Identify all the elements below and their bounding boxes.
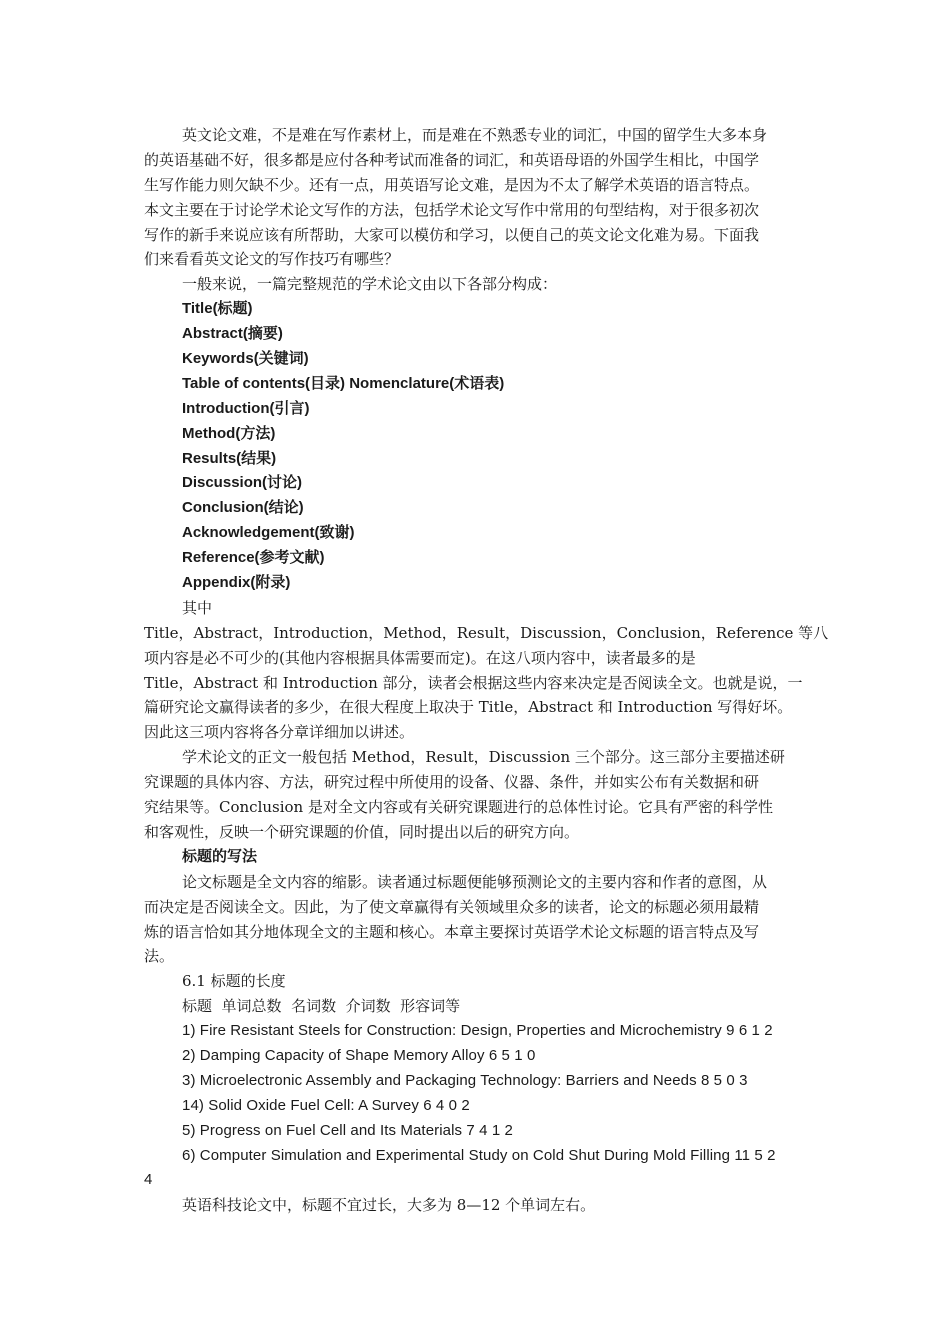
section-item: Acknowledgement(致谢) — [182, 524, 355, 542]
paragraph-line: 因此这三项内容将各分章详细加以讲述。 — [144, 723, 415, 742]
structure-intro: 一般来说，一篇完整规范的学术论文由以下各部分构成： — [182, 275, 558, 294]
paragraph-line: 们来看看英文论文的写作技巧有哪些？ — [144, 250, 400, 269]
paragraph-line: 和客观性，反映一个研究课题的价值，同时提出以后的研究方向。 — [144, 822, 580, 841]
paragraph-line: 写作的新手来说应该有所帮助，大家可以模仿和学习，以便自己的英文论文化难为易。下面我 — [144, 225, 760, 244]
example-item: 5) Progress on Fuel Cell and Its Materials 7 4 1 2 — [182, 1121, 513, 1139]
section-item: Introduction(引言) — [182, 399, 310, 417]
table-header: 标题 单词总数 名词数 介词数 形容词等 — [182, 997, 461, 1016]
paragraph-line: 而决定是否阅读全文。因此，为了使文章赢得有关领域里众多的读者，论文的标题必须用最精 — [144, 897, 760, 916]
section-item: Appendix(附录) — [182, 574, 291, 592]
document-body — [144, 123, 829, 1218]
paragraph-line: 究结果等。Conclusion 是对全文内容或有关研究课题进行的总体性讨论。它具有严密的科学性 — [144, 798, 773, 817]
paragraph-line: 项内容是必不可少的(其他内容根据具体需要而定)。在这八项内容中，读者最多的是 — [144, 648, 696, 667]
paragraph-line: 的英语基础不好，很多都是应付各种考试而准备的词汇，和英语母语的外国学生相比，中国学 — [144, 150, 760, 169]
section-item: Table of contents(目录) Nomenclature(术语表) — [182, 374, 505, 392]
section-item: Conclusion(结论) — [182, 499, 304, 517]
section-item: Abstract(摘要) — [182, 325, 283, 343]
paragraph-line: 本文主要在于讨论学术论文写作的方法，包括学术论文写作中常用的句型结构，对于很多初次 — [144, 200, 760, 219]
sub-heading: 6.1 标题的长度 — [182, 972, 286, 991]
paragraph-line: Title，Abstract 和 Introduction 部分，读者会根据这些内容来决定是否阅读全文。也就是说，一 — [144, 673, 803, 692]
example-item: 14) Solid Oxide Fuel Cell: A Survey 6 4 0 2 — [182, 1096, 470, 1114]
example-item: 2) Damping Capacity of Shape Memory Alloy 6 5 1 0 — [182, 1046, 536, 1064]
example-item: 3) Microelectronic Assembly and Packaging Technology: Barriers and Needs 8 5 0 3 — [182, 1071, 748, 1089]
paragraph-line: 炼的语言恰如其分地体现全文的主题和核心。本章主要探讨英语学术论文标题的语言特点及写 — [144, 922, 760, 941]
section-item: Keywords(关键词) — [182, 350, 309, 368]
example-item: 6) Computer Simulation and Experimental Study on Cold Shut During Mold Filling 11 5 2 — [182, 1146, 776, 1164]
section-item: Results(结果) — [182, 449, 277, 467]
example-wrap: 4 — [144, 1171, 153, 1189]
closing-line: 英语科技论文中，标题不宜过长，大多为 8—12 个单词左右。 — [182, 1196, 596, 1215]
section-heading: 标题的写法 — [182, 847, 258, 865]
section-item: Reference(参考文献) — [182, 549, 325, 567]
paragraph-line: 论文标题是全文内容的缩影。读者通过标题便能够预测论文的主要内容和作者的意图，从 — [182, 872, 768, 891]
example-item: 1) Fire Resistant Steels for Construction: Design, Properties and Microchemistry 9 6 1 2 — [182, 1022, 773, 1040]
section-item: Method(方法) — [182, 424, 276, 442]
paragraph-line: 究课题的具体内容、方法，研究过程中所使用的设备、仪器、条件，并如实公布有关数据和研 — [144, 773, 760, 792]
qizhong-text: 其中 — [182, 598, 213, 617]
section-item: Discussion(讨论) — [182, 474, 303, 492]
paragraph-line: 篇研究论文赢得读者的多少，在很大程度上取决于 Title，Abstract 和 Introduction 写得好坏。 — [144, 698, 793, 717]
paragraph-line: 学术论文的正文一般包括 Method，Result，Discussion 三个部分。这三部分主要描述研 — [182, 748, 785, 767]
paragraph-line: Title，Abstract，Introduction，Method，Result，Discussion，Conclusion，Reference 等八 — [144, 623, 829, 642]
paragraph-line: 生写作能力则欠缺不少。还有一点，用英语写论文难，是因为不太了解学术英语的语言特点。 — [144, 175, 760, 194]
paragraph-line: 法。 — [144, 947, 175, 966]
section-item: Title(标题) — [182, 300, 253, 318]
paragraph-line: 英文论文难，不是难在写作素材上，而是难在不熟悉专业的词汇，中国的留学生大多本身 — [182, 126, 768, 144]
